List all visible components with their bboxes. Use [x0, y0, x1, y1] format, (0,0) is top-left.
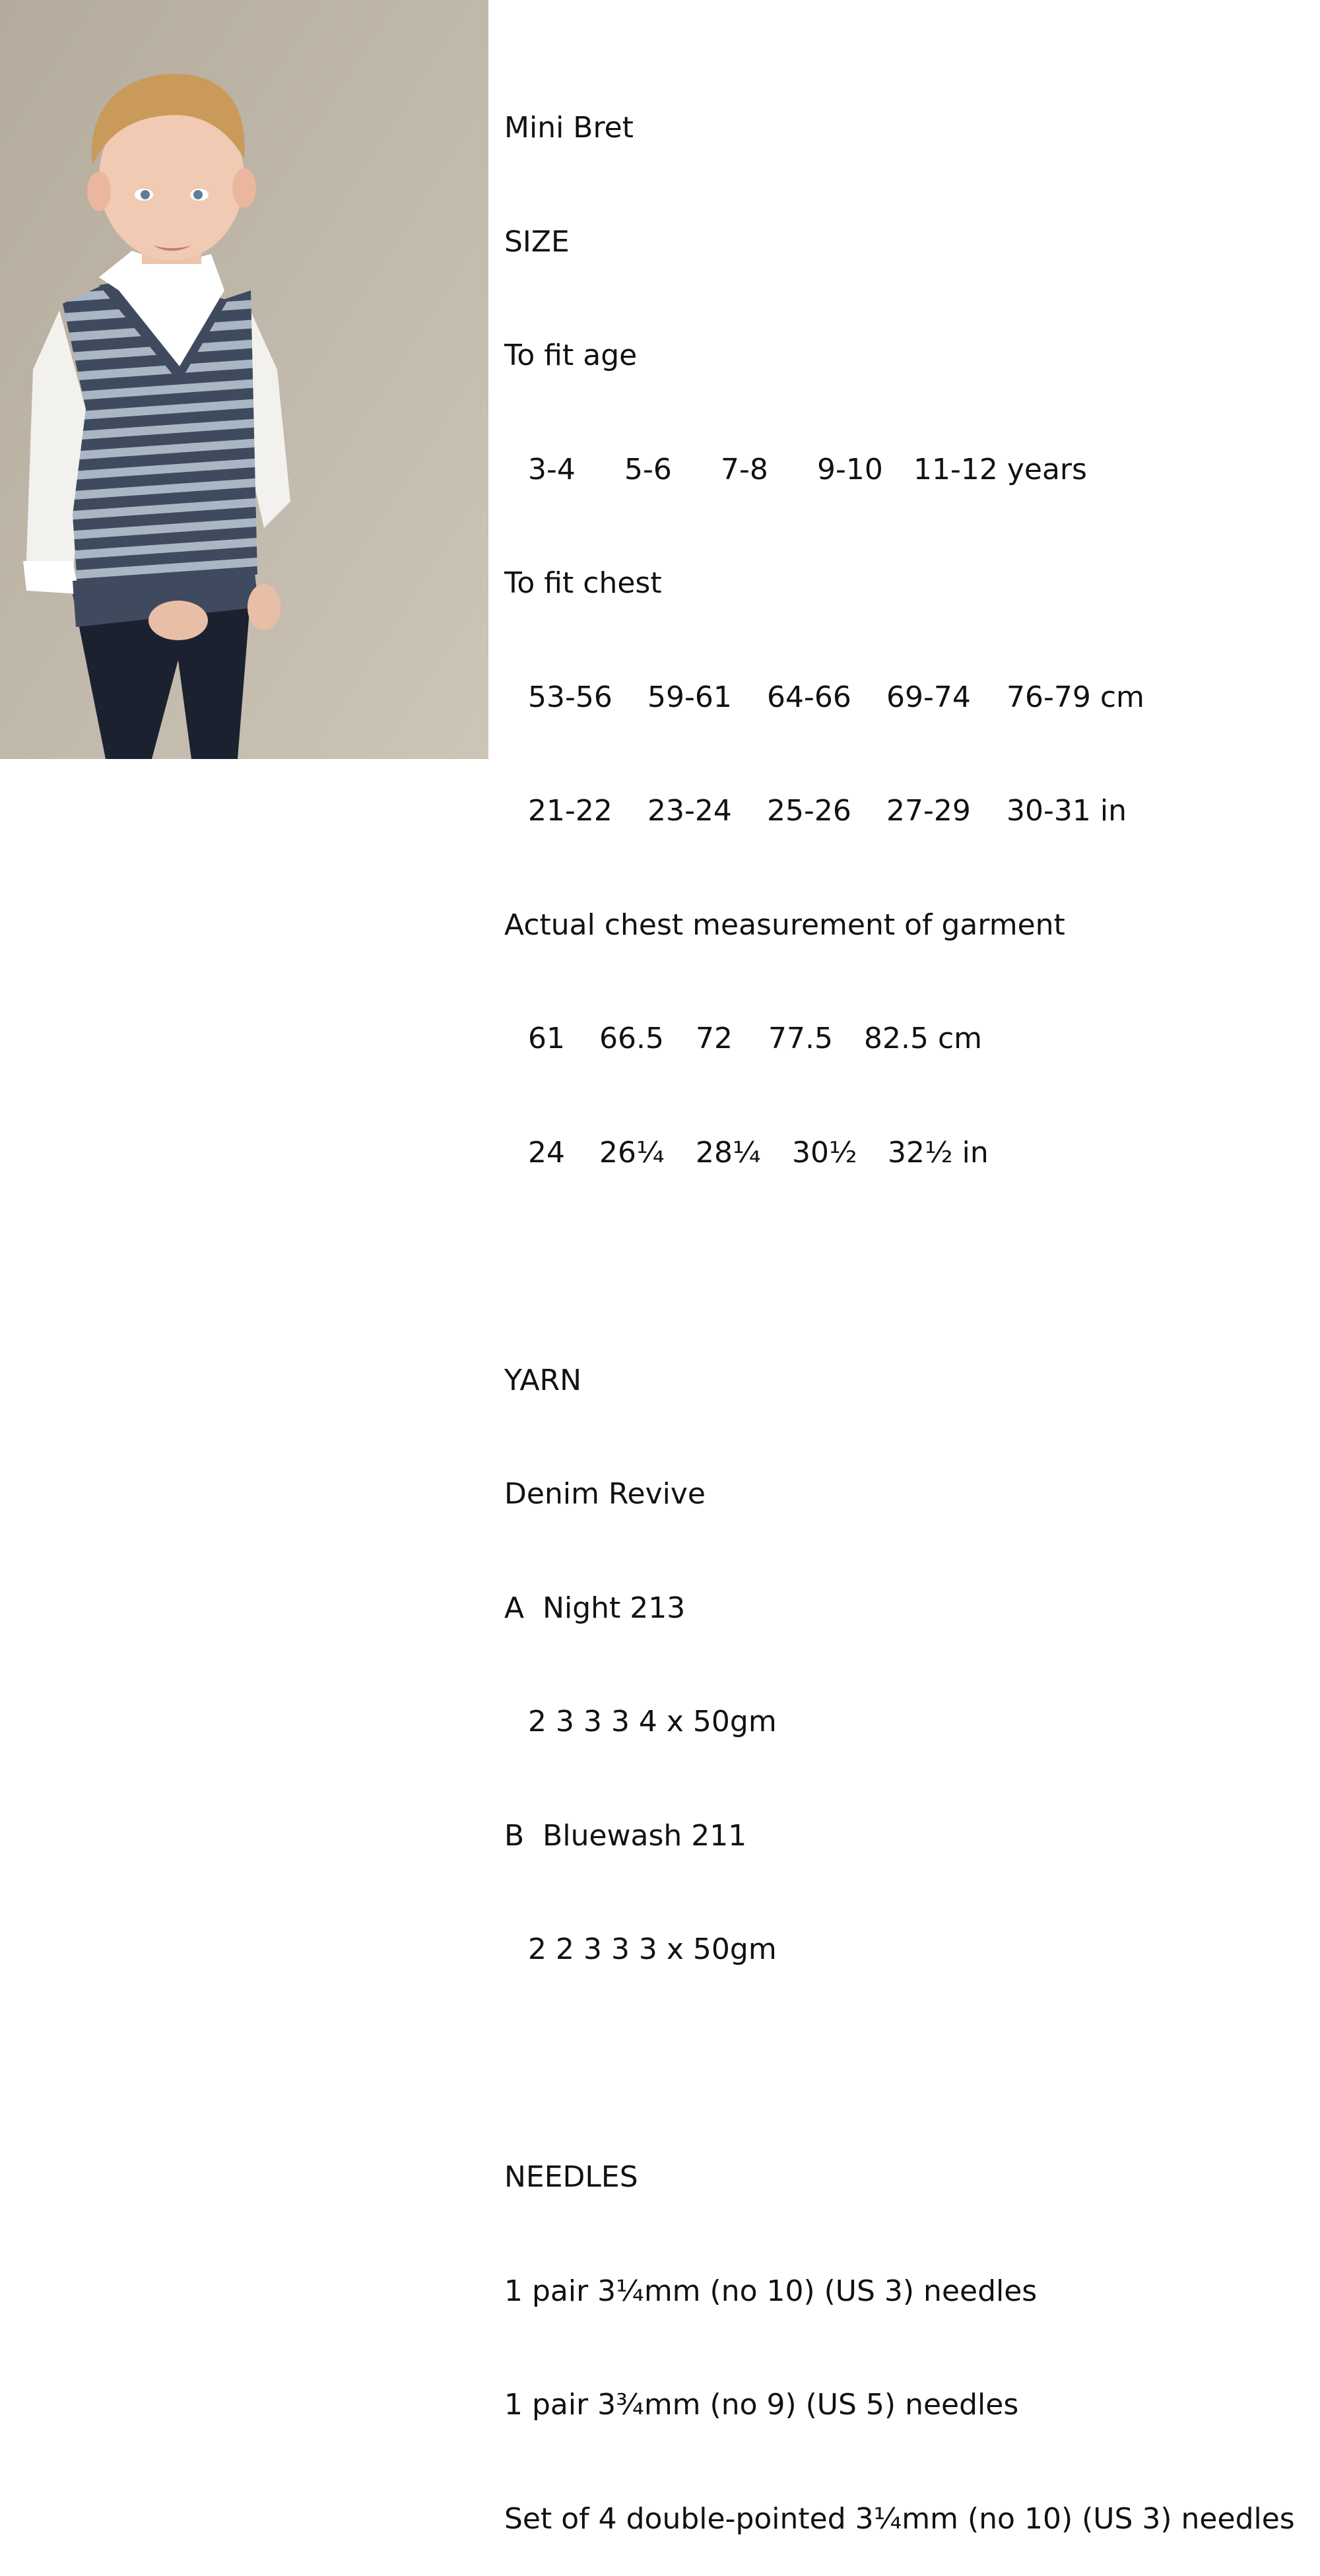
yarn-color-b-quantity: 2 2 3 3 3 x 50gm	[528, 1932, 777, 1966]
actual-in-value: 26¼	[599, 1135, 665, 1170]
yarn-name: Denim Revive	[504, 1477, 706, 1511]
chest-in-value: 25-26	[767, 794, 851, 828]
chest-cm-value: 69-74	[886, 680, 971, 714]
yarn-heading: YARN	[504, 1363, 582, 1397]
age-label: To fit age	[504, 339, 638, 372]
actual-cm-value: 82.5 cm	[864, 1022, 983, 1055]
actual-chest-label: Actual chest measurement of garment	[504, 908, 1065, 942]
actual-in-value: 30½	[792, 1135, 857, 1170]
age-value: 3-4	[528, 452, 576, 486]
age-value: 7-8	[721, 452, 768, 486]
age-value: 5-6	[624, 452, 672, 486]
age-values-row	[504, 451, 1320, 489]
chest-in-row	[504, 792, 1320, 830]
actual-cm-value: 77.5	[768, 1022, 833, 1055]
actual-in-value: 24	[528, 1135, 565, 1170]
chest-cm-row	[504, 678, 1320, 717]
needle-item: 1 pair 3¼mm (no 10) (US 3) needles	[504, 2274, 1038, 2308]
actual-cm-value: 72	[696, 1022, 733, 1055]
actual-in-value: 28¼	[696, 1135, 761, 1170]
actual-in-row	[504, 1134, 1320, 1172]
pattern-title: Mini Bret	[504, 111, 634, 145]
chest-cm-value: 59-61	[647, 680, 732, 714]
pattern-details	[504, 33, 1320, 2576]
product-photo	[0, 0, 488, 759]
spacer	[504, 1247, 1320, 1286]
needle-item: 1 pair 3¾mm (no 9) (US 5) needles	[504, 2388, 1019, 2422]
yarn-color-a-quantity: 2 3 3 3 4 x 50gm	[528, 1705, 777, 1738]
needle-item: Set of 4 double-pointed 3¼mm (no 10) (US 3) needles	[504, 2501, 1295, 2536]
yarn-color-b: B Bluewash 211	[504, 1818, 747, 1853]
chest-in-value: 23-24	[647, 794, 732, 828]
yarn-color-a: A Night 213	[504, 1591, 686, 1625]
actual-cm-value: 61	[528, 1022, 565, 1055]
chest-cm-value: 53-56	[528, 680, 612, 714]
chest-in-value: 27-29	[886, 794, 971, 828]
chest-in-value: 21-22	[528, 794, 612, 828]
chest-label: To fit chest	[504, 566, 662, 600]
actual-cm-value: 66.5	[599, 1022, 664, 1055]
chest-cm-value: 64-66	[767, 680, 851, 714]
actual-in-value: 32½ in	[888, 1135, 989, 1170]
needles-heading: NEEDLES	[504, 2160, 638, 2194]
spacer	[504, 2045, 1320, 2083]
child-wearing-striped-vest-illustration	[0, 0, 488, 759]
chest-in-value: 30-31 in	[1006, 794, 1127, 828]
age-value: 9-10	[817, 452, 883, 486]
size-heading: SIZE	[504, 224, 570, 259]
age-value: 11-12 years	[913, 452, 1087, 486]
actual-cm-row	[504, 1020, 1320, 1058]
chest-cm-value: 76-79 cm	[1006, 680, 1144, 714]
